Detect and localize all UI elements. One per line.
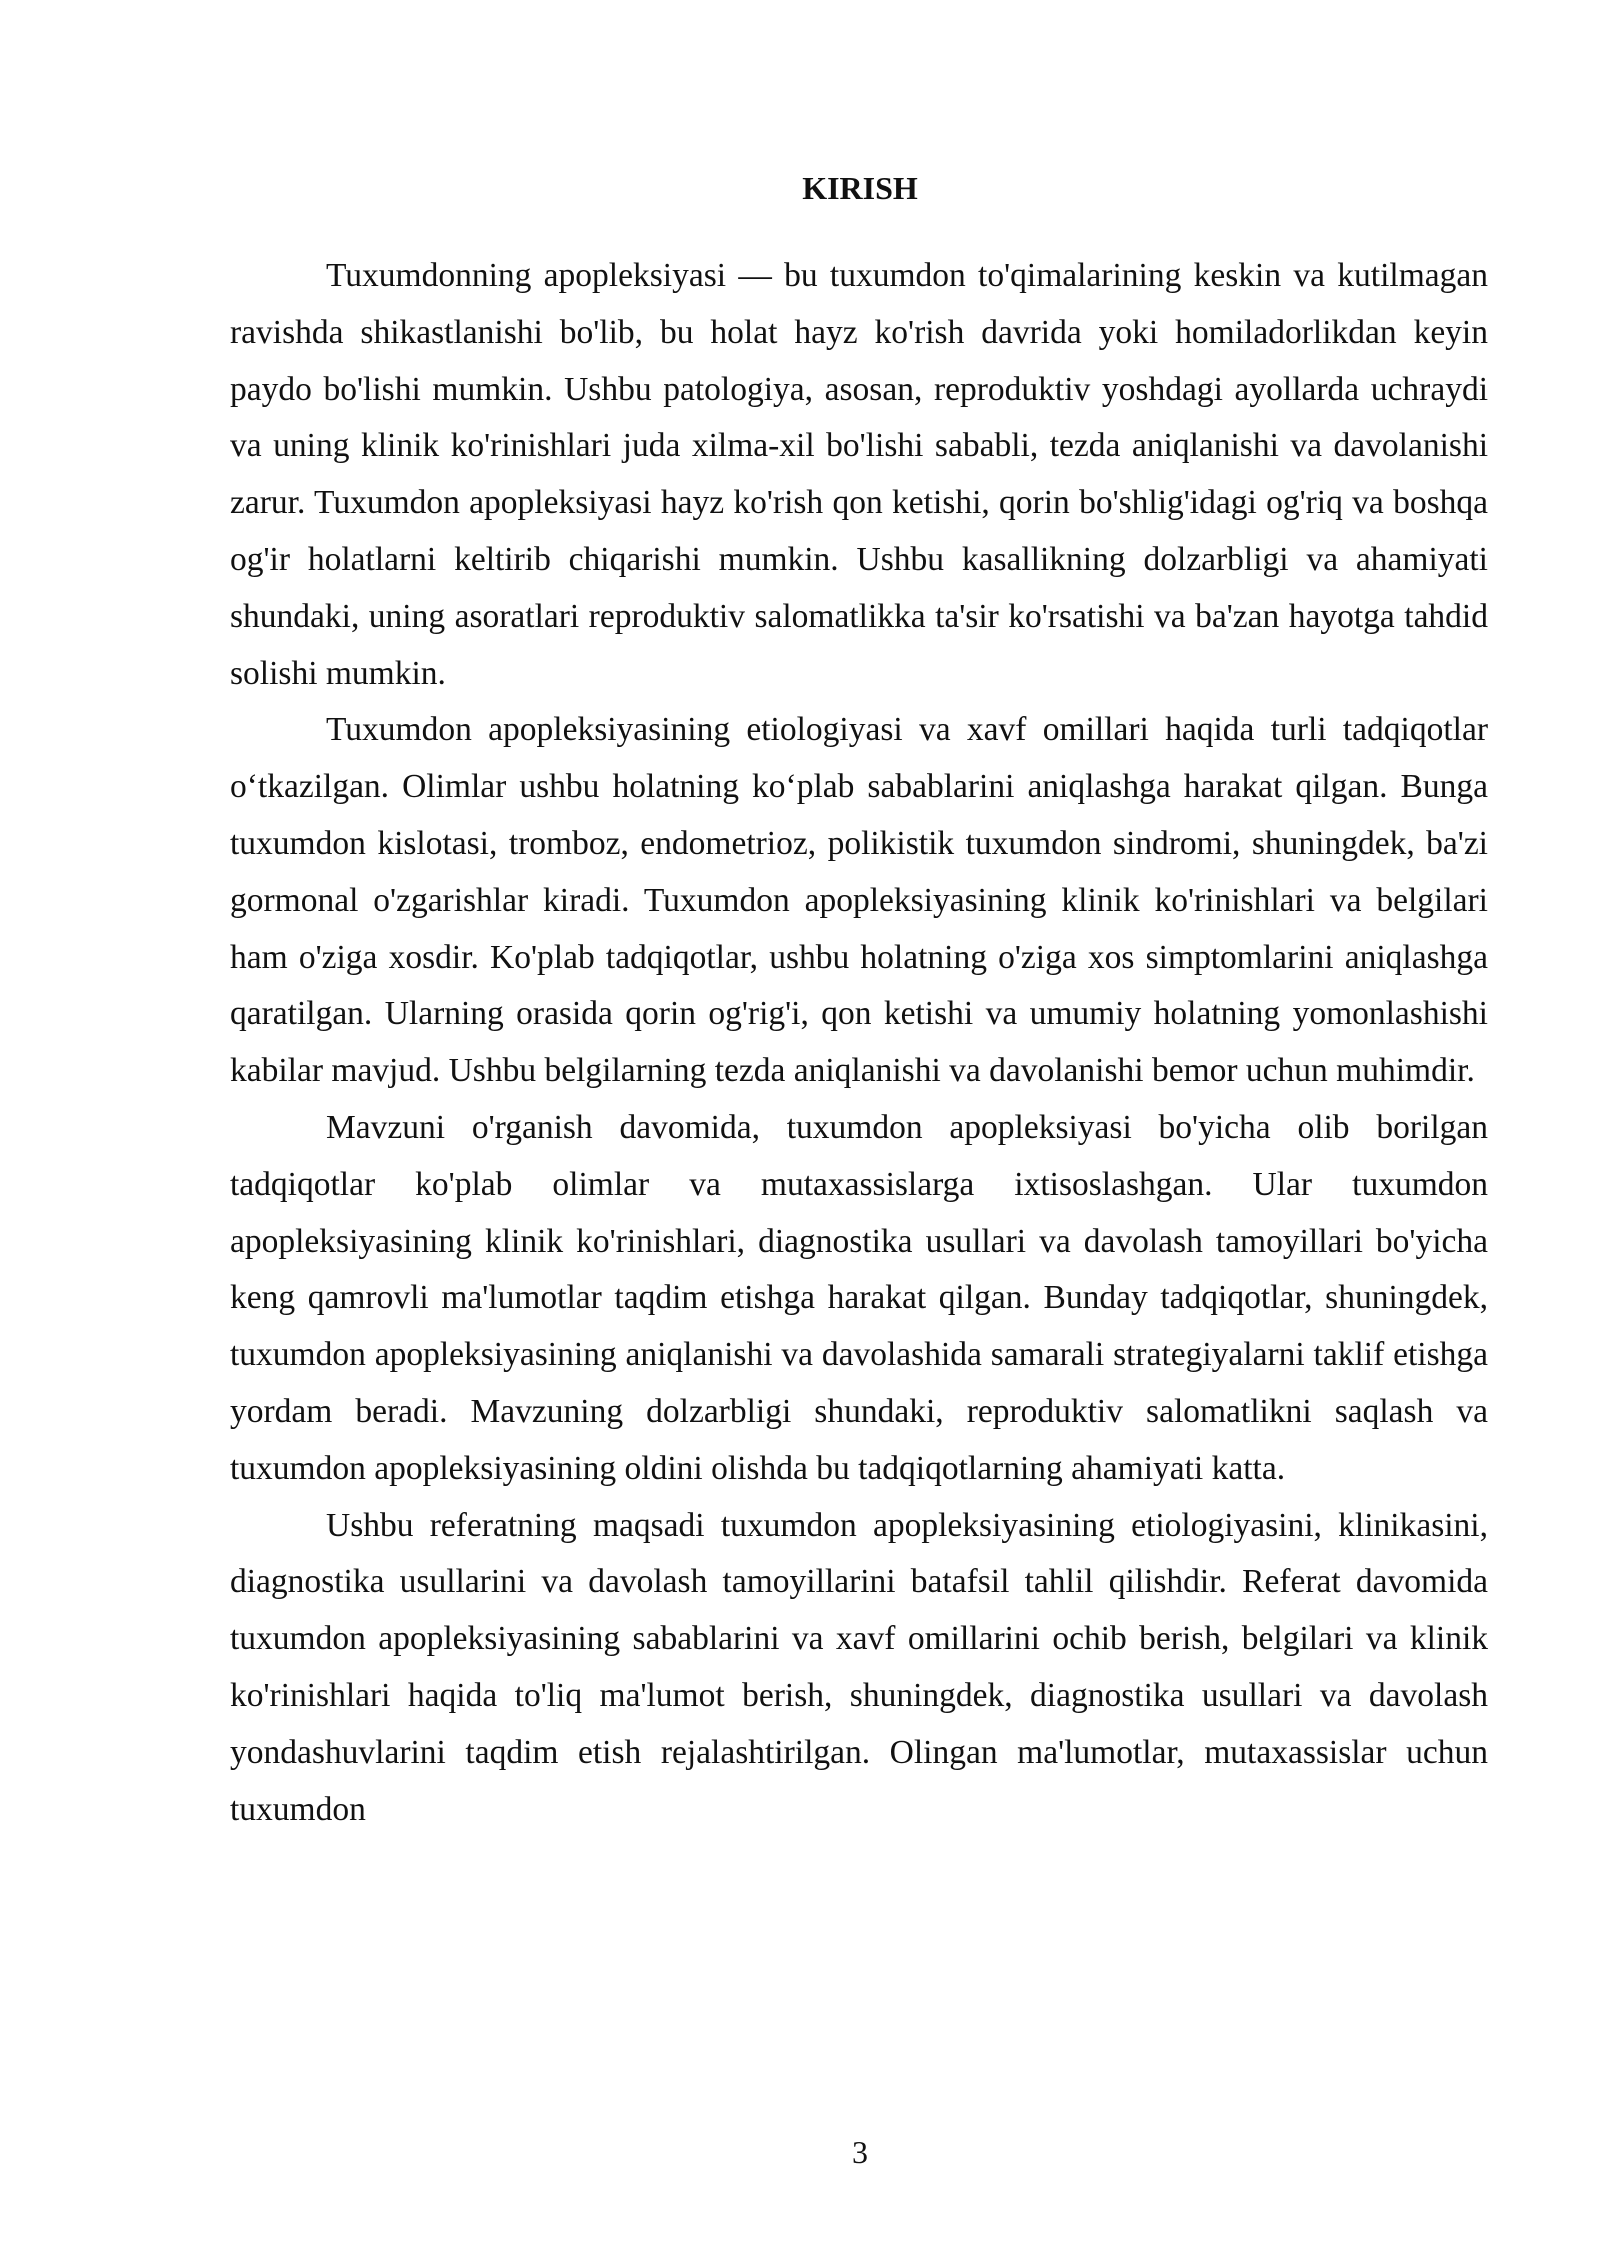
page-title: KIRISH bbox=[802, 170, 918, 206]
paragraph-2: Tuxumdon apopleksiyasining etiologiyasi va xavf omillari haqida turli tadqiqotlar o‘tkazilgan. Olimlar ushbu holatning ko‘plab sabablarini aniqlashga harakat qilgan. Bunga tuxumdon kislotasi, tromboz, endometrioz, polikistik tuxumdon sindromi, shuningdek, ba'zi gormonal o'zgarishlar kiradi. Tuxumdon apopleksiyasining klinik ko'rinishlari va belgilari ham o'ziga xosdir. Ko'plab tadqiqotlar, ushbu holatning o'ziga xos simptomlarini aniqlashga qaratilgan. Ularning orasida qorin og'rig'i, qon ketishi va umumiy holatning yomonlashishi kabilar mavjud. Ushbu belgilarning tezda aniqlanishi va davolanishi bemor uchun muhimdir. bbox=[230, 711, 1488, 1090]
body-text bbox=[230, 248, 1488, 1838]
paragraph-4: Ushbu referatning maqsadi tuxumdon apopleksiyasining etiologiyasini, klinikasini, diagnostika usullarini va davolash tamoyillarini batafsil tahlil qilishdir. Referat davomida tuxumdon apopleksiyasining sabablarini va xavf omillarini ochib berish, belgilari va klinik ko'rinishlari haqida to'liq ma'lumot berish, shuningdek, diagnostika usullari va davolash yondashuvlarini taqdim etish rejalashtirilgan. Olingan ma'lumotlar, mutaxassislar uchun tuxumdon bbox=[230, 1506, 1488, 1828]
paragraph-1: Tuxumdonning apopleksiyasi — bu tuxumdon to'qimalarining keskin va kutilmagan ravishda shikastlanishi bo'lib, bu holat hayz ko'rish davrida yoki homiladorlikdan keyin paydo bo'lishi mumkin. Ushbu patologiya, asosan, reproduktiv yoshdagi ayollarda uchraydi va uning klinik ko'rinishlari juda xilma-xil bo'lishi sababli, tezda aniqlanishi va davolanishi zarur. Tuxumdon apopleksiyasi hayz ko'rish qon ketishi, qorin bo'shlig'idagi og'riq va boshqa og'ir holatlarni keltirib chiqarishi mumkin. Ushbu kasallikning dolzarbligi va ahamiyati shundaki, uning asoratlari reproduktiv salomatlikka ta'sir ko'rsatishi va ba'zan hayotga tahdid solishi mumkin. bbox=[230, 257, 1488, 692]
page-number: 3 bbox=[852, 2134, 868, 2170]
paragraph-3: Mavzuni o'rganish davomida, tuxumdon apopleksiyasi bo'yicha olib borilgan tadqiqotlar ko'plab olimlar va mutaxassislarga ixtisoslashgan. Ular tuxumdon apopleksiyasining klinik ko'rinishlari, diagnostika usullari va davolash tamoyillari bo'yicha keng qamrovli ma'lumotlar taqdim etishga harakat qilgan. Bunday tadqiqotlar, shuningdek, tuxumdon apopleksiyasining aniqlanishi va davolashida samarali strategiyalarni taklif etishga yordam beradi. Mavzuning dolzarbligi shundaki, reproduktiv salomatlikni saqlash va tuxumdon apopleksiyasining oldini olishda bu tadqiqotlarning ahamiyati katta. bbox=[230, 1108, 1488, 1487]
